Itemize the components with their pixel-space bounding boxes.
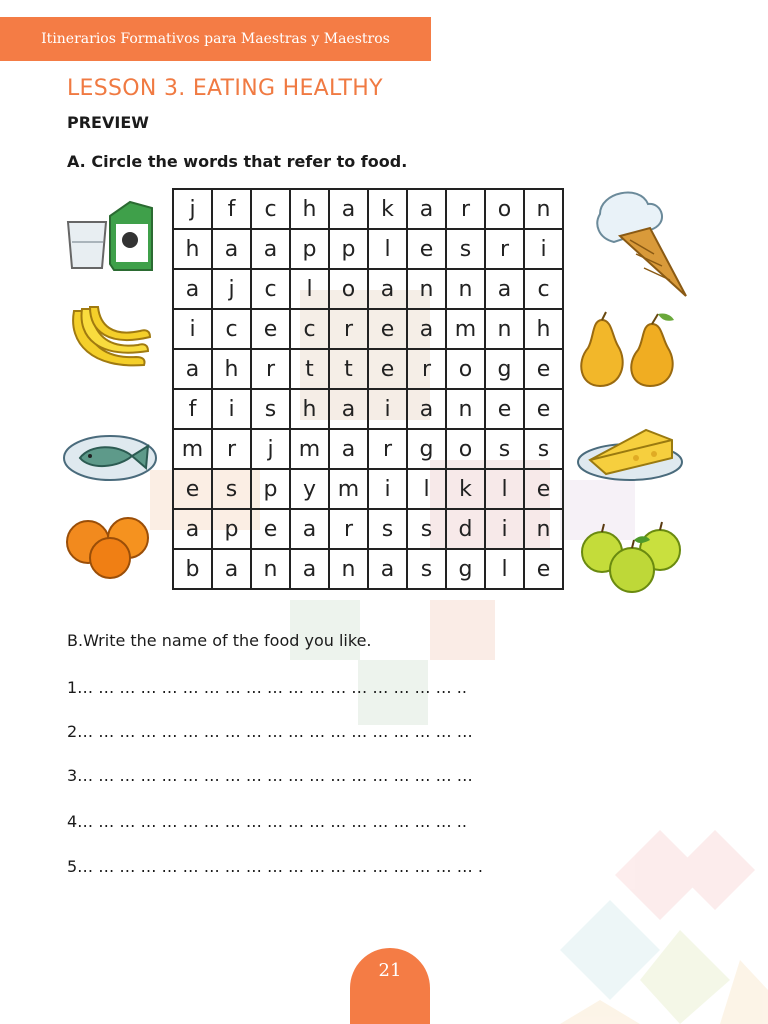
grid-cell[interactable]: c [525,270,564,310]
grid-cell[interactable]: s [408,510,447,550]
grid-cell[interactable]: l [408,470,447,510]
grid-cell[interactable]: r [369,430,408,470]
grid-cell[interactable]: c [252,190,291,230]
apple-icon [576,512,684,596]
grid-cell[interactable]: n [447,270,486,310]
grid-cell[interactable]: s [252,390,291,430]
grid-cell[interactable]: a [330,390,369,430]
grid-cell[interactable]: l [291,270,330,310]
grid-cell[interactable]: n [525,510,564,550]
grid-cell[interactable]: p [330,230,369,270]
grid-cell[interactable]: n [447,390,486,430]
grid-cell[interactable]: t [330,350,369,390]
grid-cell[interactable]: a [369,270,408,310]
grid-cell[interactable]: h [291,390,330,430]
grid-cell[interactable]: a [408,190,447,230]
grid-cell[interactable]: j [174,190,213,230]
grid-cell[interactable]: e [252,310,291,350]
grid-cell[interactable]: e [525,350,564,390]
grid-cell[interactable]: e [525,550,564,590]
answer-line-5[interactable]: 5… … … … … … … … … … … … … … … … … … … . [67,857,483,876]
grid-cell[interactable]: i [525,230,564,270]
grid-cell[interactable]: d [447,510,486,550]
grid-cell[interactable]: l [486,550,525,590]
grid-cell[interactable]: y [291,470,330,510]
grid-cell[interactable]: a [174,270,213,310]
grid-cell[interactable]: s [213,470,252,510]
grid-cell[interactable]: a [291,550,330,590]
grid-cell[interactable]: s [486,430,525,470]
grid-cell[interactable]: c [291,310,330,350]
grid-cell[interactable]: e [174,470,213,510]
grid-cell[interactable]: t [291,350,330,390]
grid-cell[interactable]: n [330,550,369,590]
lesson-title: LESSON 3. EATING HEALTHY [67,76,383,101]
grid-cell[interactable]: i [174,310,213,350]
grid-cell[interactable]: e [408,230,447,270]
grid-cell[interactable]: o [447,350,486,390]
grid-cell[interactable]: a [213,550,252,590]
grid-cell[interactable]: s [447,230,486,270]
ice-cream-icon [590,184,690,300]
grid-cell[interactable]: j [213,270,252,310]
answer-line-2[interactable]: 2… … … … … … … … … … … … … … … … … … … [67,722,473,741]
grid-cell[interactable]: i [213,390,252,430]
grid-cell[interactable]: a [174,350,213,390]
grid-cell[interactable]: h [291,190,330,230]
grid-cell[interactable]: c [213,310,252,350]
grid-cell[interactable]: k [447,470,486,510]
grid-cell[interactable]: l [369,230,408,270]
grid-cell[interactable]: a [408,310,447,350]
grid-cell[interactable]: f [213,190,252,230]
orange-icon [64,512,156,580]
grid-cell[interactable]: r [447,190,486,230]
grid-cell[interactable]: p [291,230,330,270]
grid-cell[interactable]: m [447,310,486,350]
answer-line-4[interactable]: 4… … … … … … … … … … … … … … … … … … .. [67,812,467,831]
answer-line-3[interactable]: 3… … … … … … … … … … … … … … … … … … … [67,766,473,785]
section-heading: PREVIEW [67,113,149,132]
grid-cell[interactable]: p [213,510,252,550]
grid-cell[interactable]: r [252,350,291,390]
grid-cell[interactable]: a [330,190,369,230]
grid-cell[interactable]: e [369,350,408,390]
grid-cell[interactable]: m [291,430,330,470]
grid-cell[interactable]: h [213,350,252,390]
grid-cell[interactable]: o [447,430,486,470]
grid-cell[interactable]: e [252,510,291,550]
grid-cell[interactable]: n [408,270,447,310]
banana-icon [64,303,154,379]
grid-cell[interactable]: e [525,470,564,510]
grid-cell[interactable]: f [174,390,213,430]
grid-cell[interactable]: a [486,270,525,310]
grid-cell[interactable]: k [369,190,408,230]
grid-cell[interactable]: n [525,190,564,230]
grid-cell[interactable]: p [252,470,291,510]
grid-cell[interactable]: l [486,470,525,510]
grid-cell[interactable]: r [408,350,447,390]
milk-and-glass-icon [64,198,160,274]
grid-cell[interactable]: i [369,390,408,430]
part-b-instruction: B.Write the name of the food you like. [67,631,372,650]
grid-cell[interactable]: a [174,510,213,550]
header-title: Itinerarios Formativos para Maestras y Maestros [41,31,390,47]
grid-cell[interactable]: s [369,510,408,550]
grid-cell[interactable]: a [213,230,252,270]
grid-cell[interactable]: e [525,390,564,430]
page-number: 21 [378,960,402,981]
fish-icon [62,430,160,484]
grid-cell[interactable]: i [369,470,408,510]
grid-cell[interactable]: j [252,430,291,470]
grid-cell[interactable]: i [486,510,525,550]
grid-cell[interactable]: a [252,230,291,270]
grid-cell[interactable]: s [525,430,564,470]
grid-cell[interactable]: h [174,230,213,270]
grid-cell[interactable]: e [369,310,408,350]
grid-cell[interactable]: b [174,550,213,590]
grid-cell[interactable]: n [252,550,291,590]
part-a-instruction: A. Circle the words that refer to food. [67,152,408,171]
grid-cell[interactable]: r [213,430,252,470]
grid-cell[interactable]: e [486,390,525,430]
answer-line-1[interactable]: 1… … … … … … … … … … … … … … … … … … .. [67,678,467,697]
grid-cell[interactable]: g [486,350,525,390]
grid-cell[interactable]: o [330,270,369,310]
grid-cell[interactable]: a [369,550,408,590]
grid-cell[interactable]: n [486,310,525,350]
pear-icon [578,310,684,390]
grid-cell[interactable]: h [525,310,564,350]
grid-cell[interactable]: s [408,550,447,590]
grid-cell[interactable]: g [447,550,486,590]
grid-cell[interactable]: c [252,270,291,310]
word-search-grid [172,188,564,590]
grid-cell[interactable]: m [174,430,213,470]
grid-cell[interactable]: r [486,230,525,270]
grid-cell[interactable]: r [330,510,369,550]
grid-cell[interactable]: r [330,310,369,350]
grid-cell[interactable]: a [291,510,330,550]
grid-cell[interactable]: o [486,190,525,230]
grid-cell[interactable]: m [330,470,369,510]
grid-cell[interactable]: a [330,430,369,470]
cheese-icon [576,418,684,484]
grid-cell[interactable]: a [408,390,447,430]
grid-cell[interactable]: g [408,430,447,470]
